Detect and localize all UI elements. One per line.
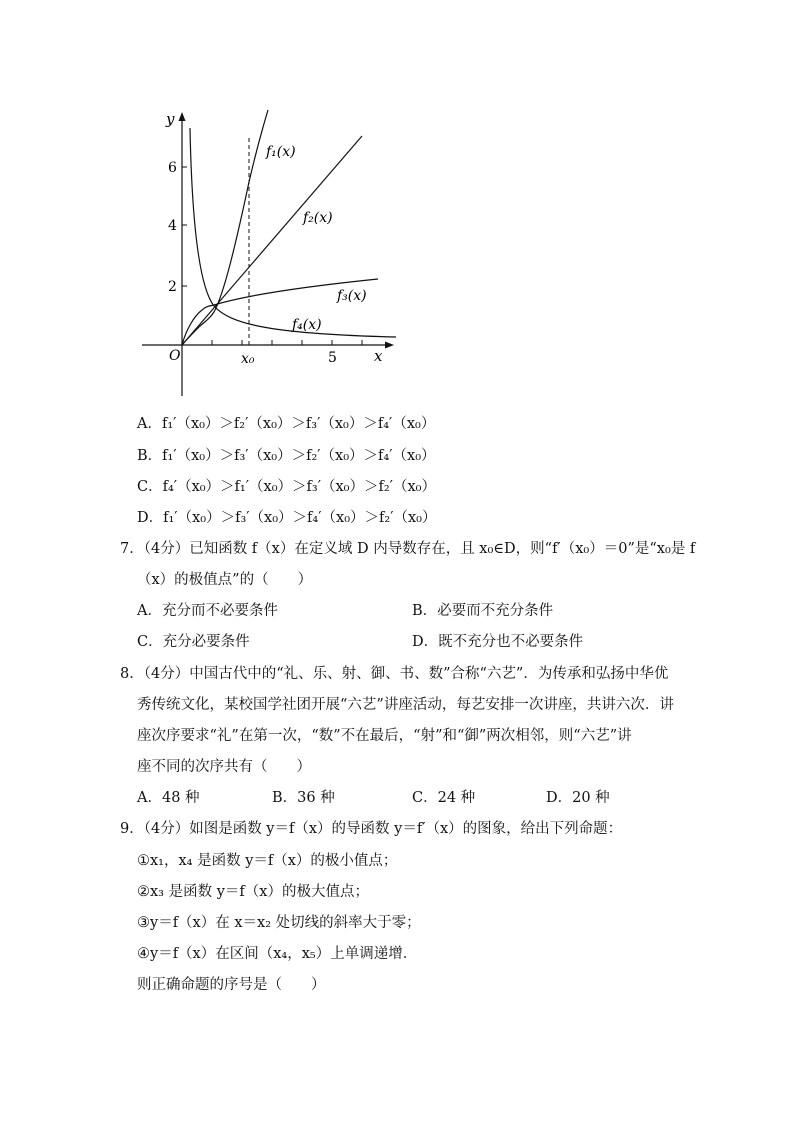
function-graph-figure [140, 108, 410, 408]
q9-proposition-1: ①x₁，x₄ 是函数 y＝f（x）的极小值点； [137, 853, 398, 869]
x0-label: x₀ [241, 351, 255, 367]
y-tick-4: 4 [168, 218, 177, 234]
x-tick-5: 5 [328, 350, 337, 366]
q9-proposition-2: ②x₃ 是函数 y＝f（x）的极大值点； [137, 884, 369, 900]
q6-option-c: C．f₄′（x₀）＞f₁′（x₀）＞f₃′（x₀）＞f₂′（x₀） [137, 479, 436, 495]
label-f2: f₂(x) [303, 210, 333, 226]
origin-label: O [169, 348, 181, 364]
q7-stem-line2: （x）的极值点”的（ ） [137, 572, 313, 588]
q9-proposition-4: ④y＝f（x）在区间（x₄，x₅）上单调递增． [137, 946, 418, 962]
y-tick-6: 6 [168, 160, 177, 176]
y-axis-label: y [166, 110, 175, 128]
x-axis-label: x [374, 347, 383, 365]
x-ticks [212, 340, 362, 345]
q9-proposition-3: ③y＝f（x）在 x＝x₂ 处切线的斜率大于零； [137, 915, 421, 931]
q8-option-d: D．20 种 [546, 790, 610, 806]
q9-question: 则正确命题的序号是（ ） [137, 977, 326, 993]
q8-option-c: C．24 种 [412, 790, 476, 806]
q7-option-b: B．必要而不充分条件 [412, 603, 554, 619]
q7-option-a: A．充分而不必要条件 [137, 603, 278, 619]
q6-option-b: B．f₁′（x₀）＞f₃′（x₀）＞f₂′（x₀）＞f₄′（x₀） [137, 448, 436, 464]
y-tick-2: 2 [168, 279, 177, 295]
q8-stem-line1: 8．（4分）中国古代中的“礼、乐、射、御、书、数”合称“六艺”．为传承和弘扬中华优 [120, 666, 669, 682]
y-ticks [182, 167, 187, 286]
y-axis-arrow-icon [179, 112, 186, 121]
label-f3: f₃(x) [337, 288, 367, 304]
q6-option-a: A．f₁′（x₀）＞f₂′（x₀）＞f₃′（x₀）＞f₄′（x₀） [137, 416, 436, 432]
q8-stem-line2: 秀传统文化，某校国学社团开展“六艺”讲座活动，每艺安排一次讲座，共讲六次．讲 [137, 697, 674, 713]
q8-stem-line3: 座次序要求“礼”在第一次，“数”不在最后，“射”和“御”两次相邻，则“六艺”讲 [137, 728, 632, 744]
q8-stem-line4: 座不同的次序共有（ ） [137, 759, 311, 775]
q8-option-b: B．36 种 [272, 790, 335, 806]
q9-stem: 9．（4分）如图是函数 y＝f（x）的导函数 y＝f′（x）的图象，给出下列命题： [120, 821, 623, 837]
label-f4: f₄(x) [292, 317, 322, 333]
q7-option-d: D．既不充分也不必要条件 [412, 634, 584, 650]
q6-option-d: D．f₁′（x₀）＞f₃′（x₀）＞f₄′（x₀）＞f₂′（x₀） [137, 510, 437, 526]
curve-f2 [182, 136, 362, 345]
label-f1: f₁(x) [266, 144, 296, 160]
q7-stem-line1: 7．（4分）已知函数 f（x）在定义域 D 内导数存在，且 x₀∈D，则“f′（x₀）＝0”是“x₀是 f [120, 541, 696, 557]
x-axis-arrow-icon [385, 342, 394, 349]
q7-option-c: C．充分必要条件 [137, 634, 250, 650]
q8-option-a: A．48 种 [137, 790, 200, 806]
